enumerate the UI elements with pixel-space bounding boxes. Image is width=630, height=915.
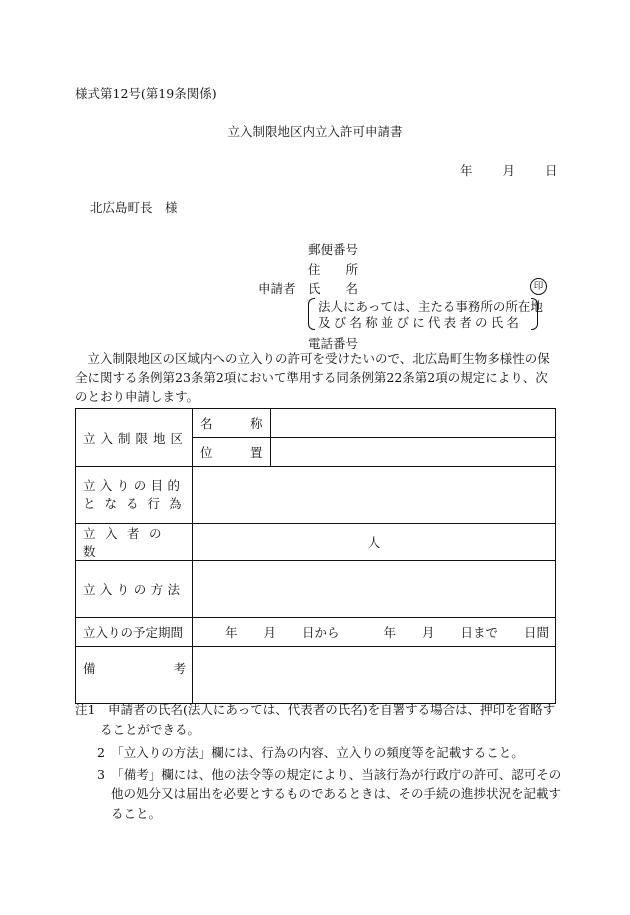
- date-year-label: 年: [460, 163, 473, 178]
- schedule-day-from: 日から: [302, 625, 340, 640]
- restricted-area-label: 立入制限地区: [76, 409, 193, 467]
- area-name-label: 名 称: [193, 409, 271, 438]
- number-of-people-field[interactable]: [193, 524, 556, 561]
- bracket-right: [531, 298, 538, 330]
- name-label: 氏 名: [308, 281, 359, 296]
- postal-code-label: 郵便番号: [308, 242, 359, 257]
- application-table: [75, 408, 556, 704]
- date-line: [460, 161, 557, 179]
- applicant-label: 申請者: [258, 281, 296, 296]
- phone-label: 電話番号: [308, 336, 359, 351]
- people-unit: 人: [367, 535, 381, 550]
- date-day-label: 日: [544, 163, 558, 178]
- note-1: 注1 申請者の氏名(法人にあっては、代表者の氏名)を自署する場合は、押印を省略することができる。: [75, 702, 556, 737]
- remarks-label-left: 備: [83, 661, 96, 676]
- area-location-label: 位 置: [193, 438, 271, 467]
- method-field[interactable]: [193, 561, 556, 618]
- number-of-people-label: 立入者の数: [76, 524, 193, 561]
- schedule-month-from: 月: [263, 625, 277, 640]
- note-3: 3 「備考」欄には、他の法令等の規定により、当該行為が行政庁の許可、認可その他の処分又は届出を必要とするものであるときは、その手続の進捗状況を記載すること。: [97, 766, 562, 821]
- address-label: 住 所: [308, 262, 359, 277]
- schedule-day-to: 日まで: [460, 625, 499, 640]
- schedule-year-from: 年: [225, 625, 238, 640]
- corporate-note: [308, 298, 543, 330]
- schedule-month-to: 月: [422, 625, 435, 640]
- notes: [75, 700, 565, 823]
- bracket-left: [308, 298, 315, 330]
- area-name-field[interactable]: [271, 409, 556, 438]
- date-month-label: 月: [502, 163, 515, 178]
- remarks-field[interactable]: [193, 647, 556, 704]
- form-number: 様式第12号(第19条関係): [75, 86, 217, 101]
- purpose-label: 立入りの目的 となる行為: [76, 467, 193, 524]
- seal-mark: 印: [530, 278, 547, 295]
- schedule-label: 立入りの予定期間: [76, 618, 193, 647]
- corporate-note-line2: 及び名称並びに代表者の氏名: [318, 315, 523, 330]
- schedule-days: 日間: [524, 625, 550, 640]
- area-location-field[interactable]: [271, 438, 556, 467]
- corporate-note-line1: 法人にあっては、主たる事務所の所在地: [318, 299, 543, 314]
- purpose-field[interactable]: [193, 467, 556, 524]
- note-2: 2 「立入りの方法」欄には、行為の内容、立入りの頻度等を記載すること。: [97, 745, 524, 760]
- schedule-field[interactable]: [193, 618, 556, 647]
- method-label: 立入りの方法: [76, 561, 193, 618]
- addressee: 北広島町長 様: [90, 200, 178, 215]
- remarks-label-right: 考: [173, 661, 186, 676]
- remarks-label: [76, 647, 193, 704]
- document-title: 立入制限地区内立入許可申請書: [227, 124, 403, 139]
- schedule-year-to: 年: [383, 625, 397, 640]
- application-statement: 立入制限地区の区域内への立入りの許可を受けたいので、北広島町生物多様性の保全に関する条例第23条第2項において準用する同条例第22条第2項の規定により、次のとおり申請します。: [75, 351, 550, 404]
